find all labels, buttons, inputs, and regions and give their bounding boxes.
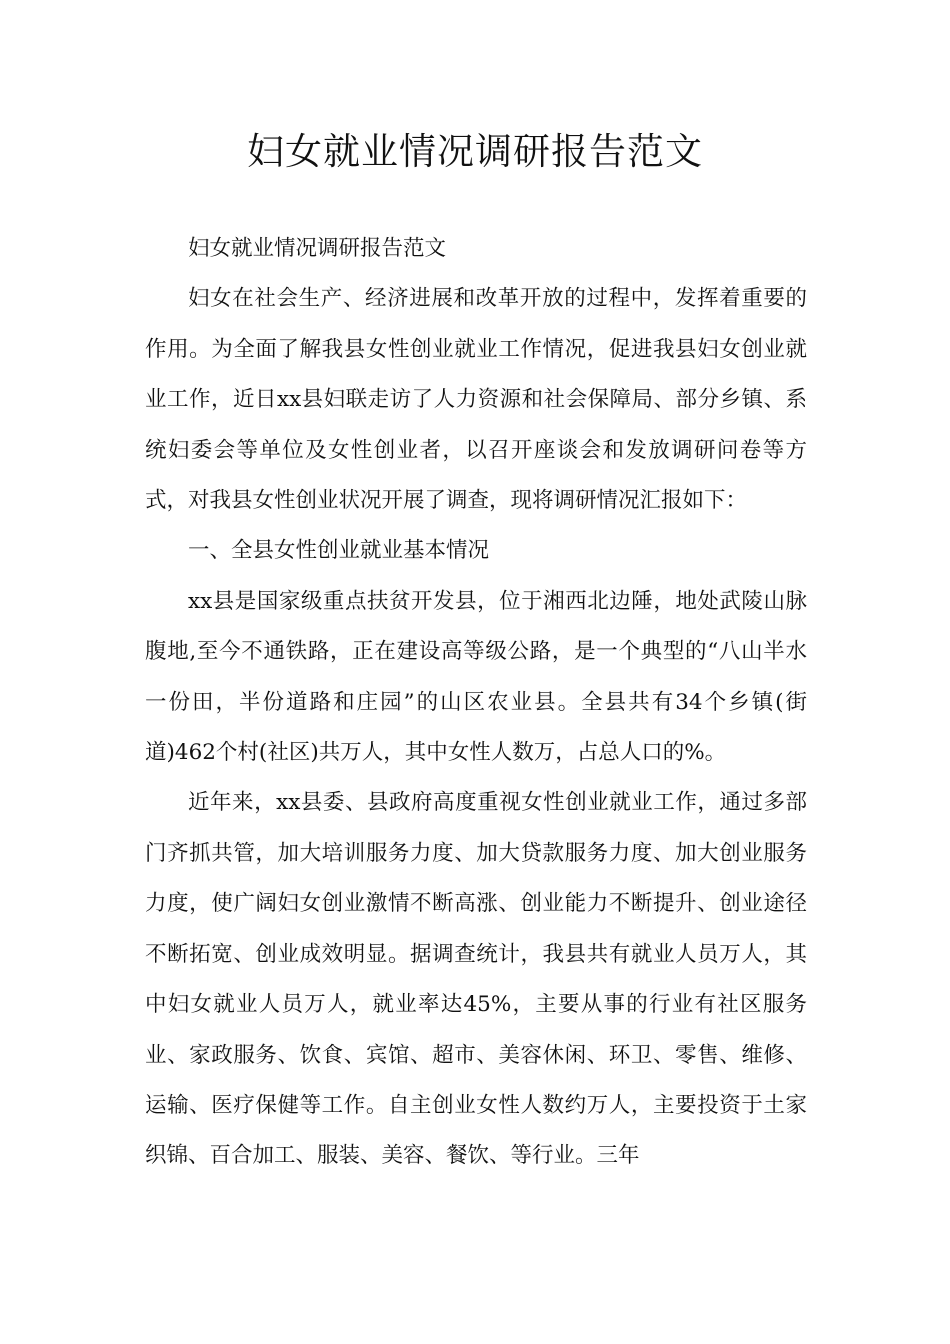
paragraph-recent-years: 近年来，xx县委、县政府高度重视女性创业就业工作，通过多部门齐抓共管，加大培训服务力度、加大贷款服务力度、加大创业服务力度，使广阔妇女创业激情不断高涨、创业能力不断提升、创业途径不断拓宽、创业成效明显。据调查统计，我县共有就业人员万人，其中妇女就业人员万人，就业率达45%，主要从事的行业有社区服务业、家政服务、饮食、宾馆、超市、美容休闲、环卫、零售、维修、运输、医疗保健等工作。自主创业女性人数约万人，主要投资于土家织锦、百合加工、服装、美容、餐饮、等行业。三年: [145, 790, 807, 1169]
paragraph-county-overview: xx县是国家级重点扶贫开发县，位于湘西北边陲，地处武陵山脉腹地,至今不通铁路，正在建设高等级公路，是一个典型的“八山半水一份田，半份道路和庄园”的山区农业县。全县共有34个乡镇(街道)462个村(社区)共万人，其中女性人数万，占总人口的%。: [145, 588, 807, 766]
document-body: [145, 224, 807, 1182]
section-heading-1: 一、全县女性创业就业基本情况: [188, 538, 490, 564]
paragraph-intro: 妇女在社会生产、经济进展和改革开放的过程中，发挥着重要的作用。为全面了解我县女性创业就业工作情况，促进我县妇女创业就业工作，近日xx县妇联走访了人力资源和社会保障局、部分乡镇、系统妇委会等单位及女性创业者，以召开座谈会和发放调研问卷等方式，对我县女性创业状况开展了调查，现将调研情况汇报如下：: [145, 286, 807, 514]
document-title: 妇女就业情况调研报告范文: [247, 130, 703, 173]
document-subtitle: 妇女就业情况调研报告范文: [188, 236, 447, 261]
